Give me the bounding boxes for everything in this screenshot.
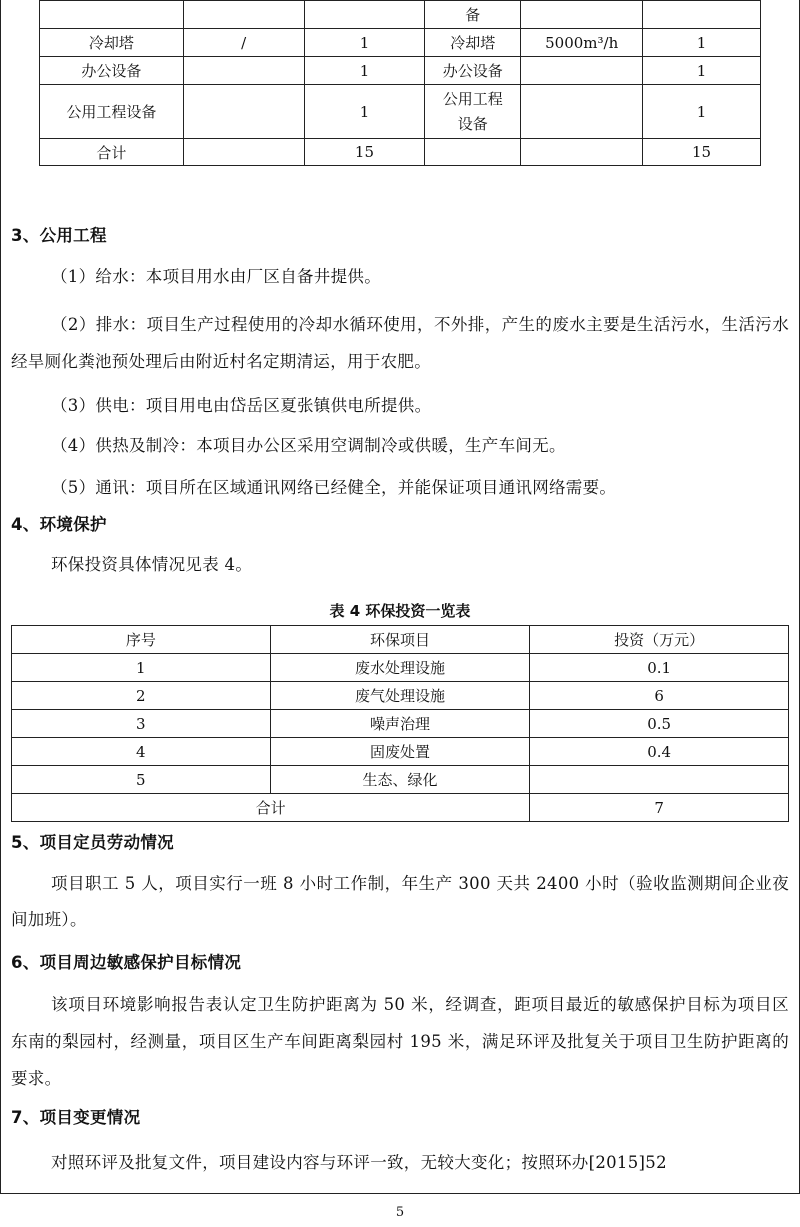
cell-line: 设备 (457, 114, 488, 133)
paragraph: （5）通讯：项目所在区域通讯网络已经健全，并能保证项目通讯网络需要。 (51, 478, 617, 497)
table-row (40, 29, 761, 57)
table-cell: 15 (643, 139, 761, 166)
section-heading: 4、环境保护 (11, 515, 107, 534)
table-cell: 1 (12, 654, 271, 682)
table-cell: 0.5 (530, 710, 789, 738)
table-cell: 噪声治理 (270, 710, 530, 738)
table-row (12, 654, 789, 682)
table-header-row (12, 626, 789, 654)
paragraph: （3）供电：项目用电由岱岳区夏张镇供电所提供。 (51, 396, 432, 415)
page-number: 5 (395, 1205, 405, 1220)
table-cell (530, 766, 789, 794)
environment-investment-table (11, 625, 789, 822)
table-cell: 废气处理设施 (270, 682, 530, 710)
table-cell (643, 1, 761, 29)
section-heading: 7、项目变更情况 (11, 1108, 141, 1127)
table-cell: 备 (425, 1, 521, 29)
table-cell: 2 (12, 682, 271, 710)
equipment-table (39, 0, 761, 166)
table-total-row (12, 794, 789, 822)
table-row (12, 766, 789, 794)
table-cell: 5 (12, 766, 271, 794)
table-cell (521, 85, 643, 139)
table-cell: 合计 (40, 139, 184, 166)
table-cell: 1 (304, 29, 425, 57)
table-cell (183, 139, 304, 166)
table-cell: 0.4 (530, 738, 789, 766)
table-cell: 1 (643, 29, 761, 57)
table-cell: 1 (643, 57, 761, 85)
table-cell: 1 (643, 85, 761, 139)
column-header: 序号 (12, 626, 271, 654)
table-row (12, 682, 789, 710)
table-cell: 1 (304, 85, 425, 139)
table-cell (521, 57, 643, 85)
section-heading: 6、项目周边敏感保护目标情况 (11, 953, 242, 972)
table-row (12, 710, 789, 738)
cell-line: 公用工程 (442, 89, 503, 108)
column-header: 投资（万元） (530, 626, 789, 654)
table-cell (183, 85, 304, 139)
table-cell (425, 85, 521, 139)
table-row (40, 57, 761, 85)
total-value: 7 (530, 794, 789, 822)
table-cell (304, 1, 425, 29)
section-heading: 3、公用工程 (11, 226, 107, 245)
paragraph: 该项目环境影响报告表认定卫生防护距离为 50 米，经调查，距项目最近的敏感保护目标为项目区东南的梨园村，经测量，项目区生产车间距离梨园村 195 米，满足环评及批复关于项目卫生防护距离的要求。 (11, 995, 789, 1088)
table-cell: 5000m³/h (521, 29, 643, 57)
table-cell (40, 1, 184, 29)
section-heading: 5、项目定员劳动情况 (11, 833, 174, 852)
paragraph: 项目职工 5 人，项目实行一班 8 小时工作制，年生产 300 天共 2400 小时（验收监测期间企业夜间加班）。 (11, 874, 789, 929)
column-header: 环保项目 (270, 626, 530, 654)
paragraph: （1）给水：本项目用水由厂区自备井提供。 (51, 267, 381, 286)
table-cell: 4 (12, 738, 271, 766)
total-label: 合计 (12, 794, 530, 822)
table-cell: 办公设备 (425, 57, 521, 85)
table-cell: 废水处理设施 (270, 654, 530, 682)
table-cell: 固废处置 (270, 738, 530, 766)
table-row (12, 738, 789, 766)
table-row (40, 1, 761, 29)
table-cell (521, 1, 643, 29)
table-cell: 公用工程设备 (40, 85, 184, 139)
table-cell: 1 (304, 57, 425, 85)
table-cell: 3 (12, 710, 271, 738)
table-cell: 15 (304, 139, 425, 166)
table-cell: 冷却塔 (40, 29, 184, 57)
paragraph: （2）排水：项目生产过程使用的冷却水循环使用，不外排，产生的废水主要是生活污水，生活污水经旱厕化粪池预处理后由附近村名定期清运，用于农肥。 (11, 315, 789, 371)
table-cell: 生态、绿化 (270, 766, 530, 794)
table-cell: / (183, 29, 304, 57)
table-cell: 6 (530, 682, 789, 710)
table-cell (183, 57, 304, 85)
table-cell: 办公设备 (40, 57, 184, 85)
paragraph: 环保投资具体情况见表 4。 (51, 555, 253, 574)
paragraph: 对照环评及批复文件，项目建设内容与环评一致，无较大变化；按照环办[2015]52 (51, 1153, 667, 1172)
table-cell (425, 139, 521, 166)
table-cell (521, 139, 643, 166)
table-row (40, 139, 761, 166)
table-row (40, 85, 761, 139)
table-cell: 冷却塔 (425, 29, 521, 57)
table-cell (183, 1, 304, 29)
table-cell: 0.1 (530, 654, 789, 682)
table-caption: 表 4 环保投资一览表 (329, 602, 471, 620)
paragraph: （4）供热及制冷：本项目办公区采用空调制冷或供暖，生产车间无。 (51, 436, 566, 455)
